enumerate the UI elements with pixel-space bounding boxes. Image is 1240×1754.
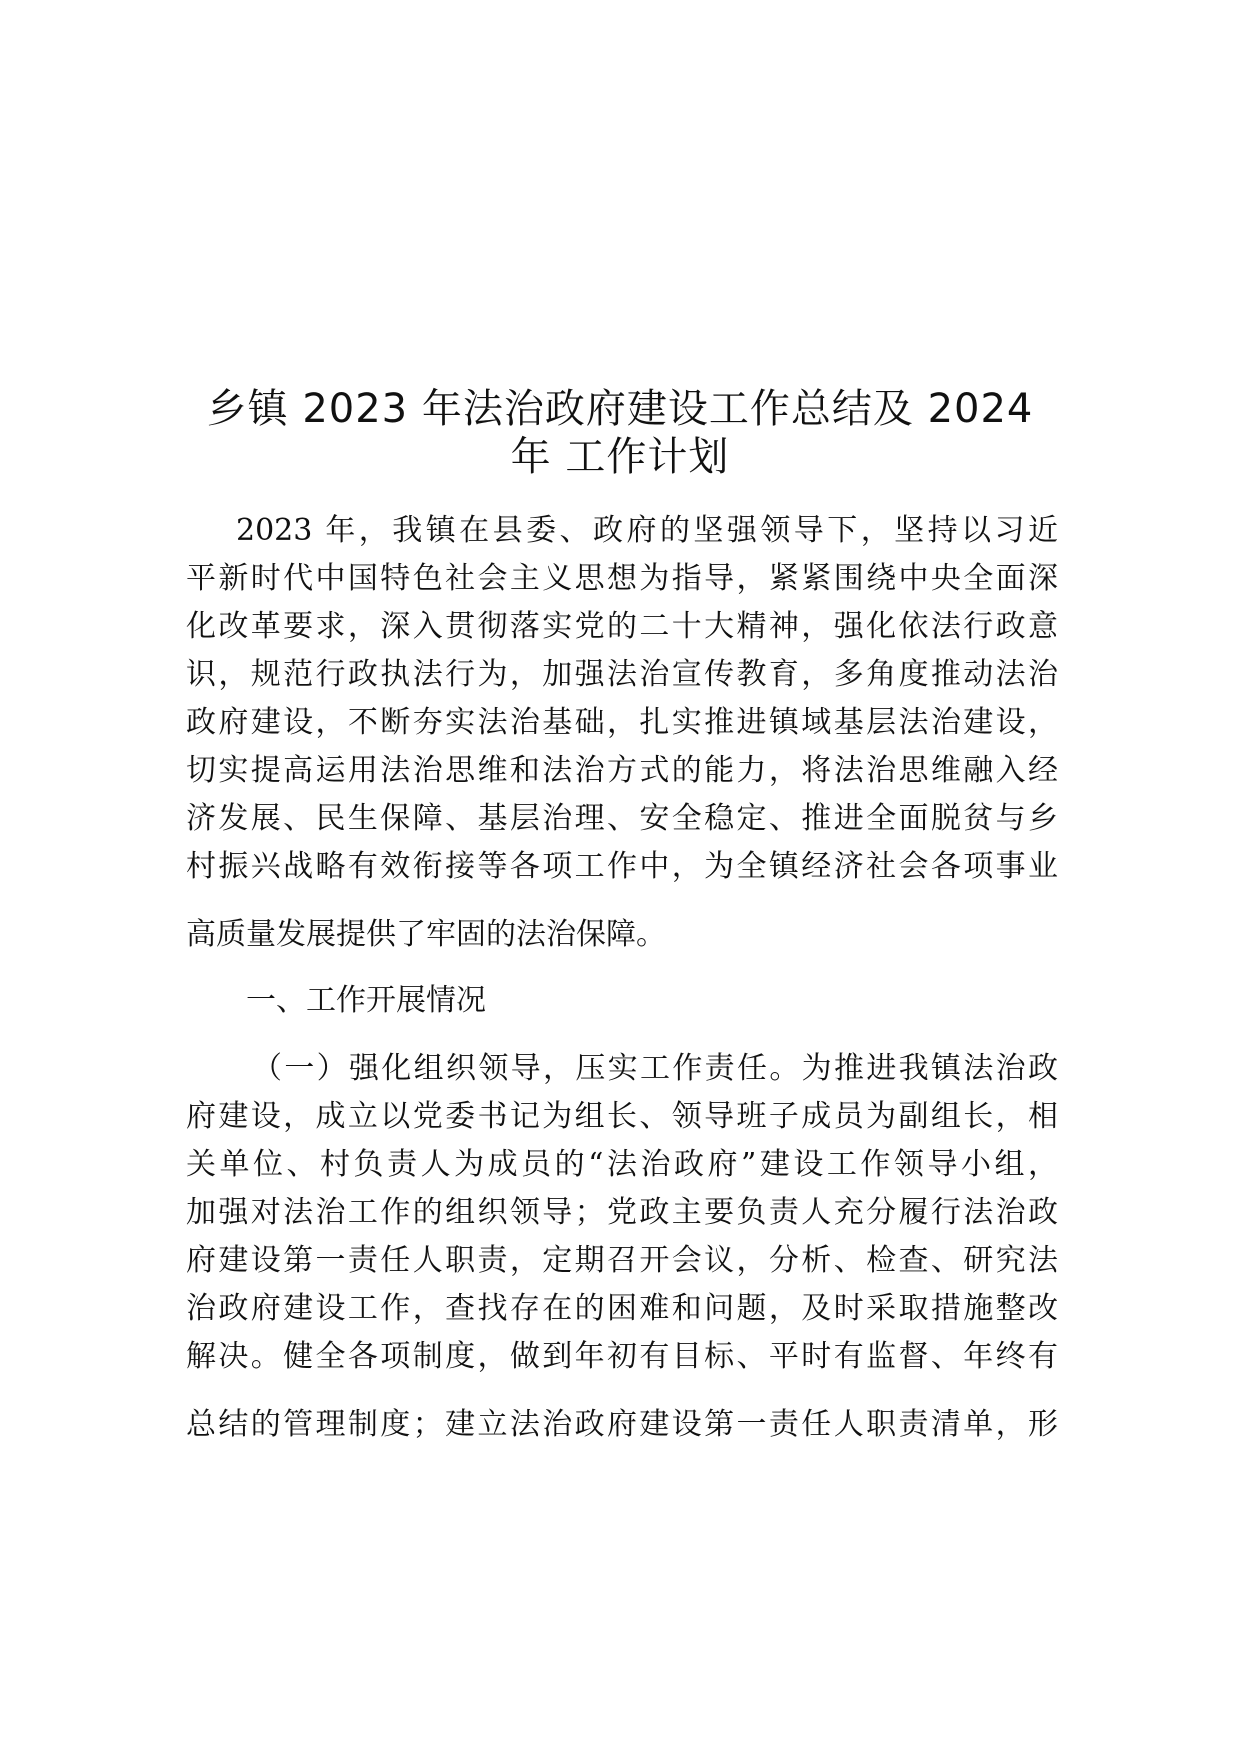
intro-paragraph-line: 2023 年，我镇在县委、政府的坚强领导下，坚持以习近 (236, 513, 1058, 548)
subsection-paragraph-line: （一）强化组织领导，压实工作责任。为推进我镇法治政 (252, 1051, 1058, 1086)
subsection-paragraph-line: 府建设第一责任人职责，定期召开会议，分析、检查、研究法 (186, 1243, 1058, 1278)
document-title-line-1: 乡镇 2023 年法治政府建设工作总结及 2024 (206, 386, 1034, 432)
intro-paragraph-line: 政府建设，不断夯实法治基础，扎实推进镇域基层法治建设， (186, 705, 1058, 740)
intro-paragraph-line: 平新时代中国特色社会主义思想为指导，紧紧围绕中央全面深 (186, 561, 1058, 596)
subsection-paragraph-line: 关单位、村负责人为成员的“法治政府”建设工作领导小组， (186, 1147, 1058, 1182)
subsection-paragraph-line: 府建设，成立以党委书记为组长、领导班子成员为副组长，相 (186, 1099, 1058, 1134)
intro-paragraph-line: 化改革要求，深入贯彻落实党的二十大精神，强化依法行政意 (186, 609, 1058, 644)
intro-paragraph-line: 济发展、民生保障、基层治理、安全稳定、推进全面脱贫与乡 (186, 801, 1058, 836)
subsection-paragraph-line: 治政府建设工作，查找存在的困难和问题，及时采取措施整改 (186, 1291, 1058, 1326)
subsection-paragraph-line: 总结的管理制度；建立法治政府建设第一责任人职责清单，形 (186, 1407, 1058, 1442)
intro-paragraph-line: 切实提高运用法治思维和法治方式的能力，将法治思维融入经 (186, 753, 1058, 788)
intro-paragraph-line: 识，规范行政执法行为，加强法治宣传教育，多角度推动法治 (186, 657, 1058, 692)
intro-paragraph-line: 村振兴战略有效衔接等各项工作中，为全镇经济社会各项事业 (186, 849, 1058, 884)
document-title-line-2: 年 工作计划 (510, 434, 730, 480)
subsection-paragraph-line: 加强对法治工作的组织领导；党政主要负责人充分履行法治政 (186, 1195, 1058, 1230)
section-heading: 一、工作开展情况 (246, 983, 486, 1018)
subsection-paragraph-line: 解决。健全各项制度，做到年初有目标、平时有监督、年终有 (186, 1339, 1058, 1374)
intro-paragraph-line: 高质量发展提供了牢固的法治保障。 (186, 917, 666, 952)
